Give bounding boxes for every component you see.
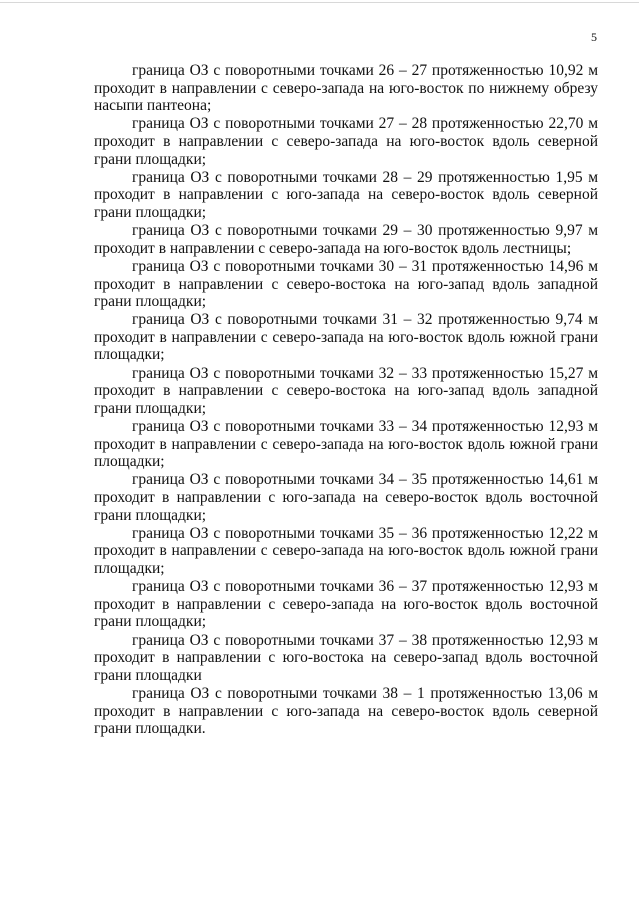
page-number: 5 [591, 30, 597, 44]
boundary-paragraph: граница ОЗ с поворотными точками 34 – 35 протяженностью 14,61 м проходит в направлении с юго-запада на северо-восток вдоль восточной грани площадки; [94, 471, 598, 524]
boundary-paragraph: граница ОЗ с поворотными точками 33 – 34 протяженностью 12,93 м проходит в направлении с северо-запада на юго-восток вдоль южной грани площадки; [94, 418, 598, 471]
boundary-paragraph: граница ОЗ с поворотными точками 28 – 29 протяженностью 1,95 м проходит в направлении с юго-запада на северо-восток вдоль северной грани площадки; [94, 168, 598, 221]
boundary-paragraph: граница ОЗ с поворотными точками 30 – 31 протяженностью 14,96 м проходит в направлении с северо-востока на юго-запад вдоль западной грани площадки; [94, 257, 598, 311]
boundary-paragraph: граница ОЗ с поворотными точками 38 – 1 протяженностью 13,06 м проходит в направлении с юго-запада на северо-восток вдоль северной грани площадки. [94, 684, 598, 738]
scan-top-edge [0, 2, 639, 3]
boundary-paragraph: граница ОЗ с поворотными точками 36 – 37 протяженностью 12,93 м проходит в направлении с северо-запада на юго-восток вдоль восточной грани площадки; [94, 578, 598, 631]
boundary-paragraph: граница ОЗ с поворотными точками 26 – 27 протяженностью 10,92 м проходит в направлении с северо-запада на юго-восток по нижнему обрезу насыпи пантеона; [94, 62, 598, 115]
boundary-paragraph: граница ОЗ с поворотными точками 37 – 38 протяженностью 12,93 м проходит в направлении с юго-востока на северо-запад вдоль восточной грани площадки [94, 631, 598, 684]
boundary-paragraph: граница ОЗ с поворотными точками 29 – 30 протяженностью 9,97 м проходит в направлении с северо-запада на юго-восток вдоль лестницы; [94, 222, 598, 257]
document-body [94, 62, 598, 738]
boundary-paragraph: граница ОЗ с поворотными точками 27 – 28 протяженностью 22,70 м проходит в направлении с северо-запада на юго-восток вдоль северной грани площадки; [94, 115, 598, 168]
boundary-paragraph: граница ОЗ с поворотными точками 31 – 32 протяженностью 9,74 м проходит в направлении с северо-запада на юго-восток вдоль южной грани площадки; [94, 311, 598, 364]
boundary-paragraph: граница ОЗ с поворотными точками 32 – 33 протяженностью 15,27 м проходит в направлении с северо-востока на юго-запад вдоль западной грани площадки; [94, 364, 598, 417]
boundary-paragraph: граница ОЗ с поворотными точками 35 – 36 протяженностью 12,22 м проходит в направлении с северо-запада на юго-восток вдоль южной грани площадки; [94, 524, 598, 577]
